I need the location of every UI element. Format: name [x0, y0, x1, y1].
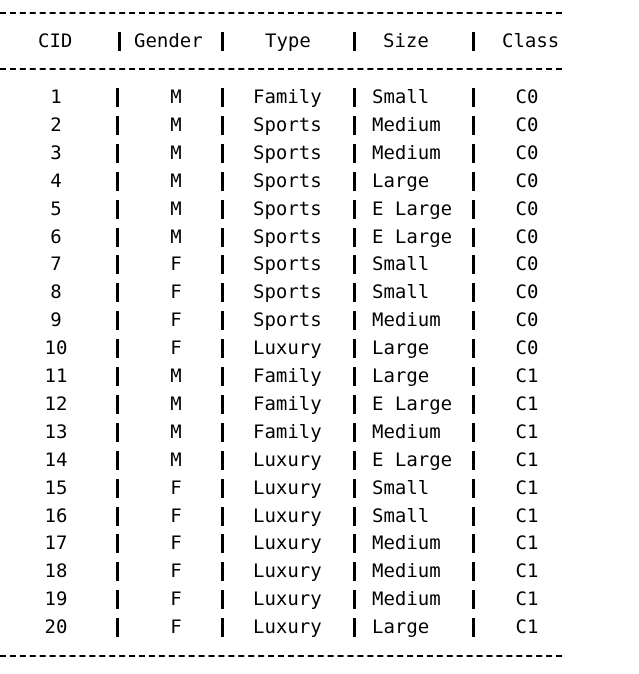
table-row [0, 613, 600, 641]
column-separator [472, 339, 475, 358]
cell-gender: F [170, 504, 182, 527]
cell-class: C1 [515, 365, 539, 387]
cell-gender: M [170, 169, 182, 192]
cell-class: C0 [515, 309, 539, 332]
table-row [0, 585, 600, 613]
cell-type: Sports [253, 197, 322, 220]
cell-gender: F [170, 532, 182, 555]
cell-size: Large [372, 616, 430, 639]
cell-class: C0 [515, 169, 539, 192]
cell-cid: 17 [44, 532, 68, 555]
cell-size: E Large [372, 225, 453, 248]
column-separator [353, 172, 356, 191]
column-separator [472, 562, 475, 581]
table-row [0, 529, 600, 557]
cell-class: C1 [515, 560, 539, 583]
column-separator [116, 423, 119, 442]
column-separator [353, 367, 356, 386]
column-separator [116, 144, 119, 163]
table-row [0, 446, 600, 474]
cell-cid: 5 [50, 197, 62, 220]
column-separator [116, 228, 119, 247]
column-separator [472, 144, 475, 163]
column-separator [353, 590, 356, 609]
table-row [0, 334, 600, 362]
column-separator [116, 590, 119, 609]
table-row [0, 418, 600, 446]
column-separator [116, 562, 119, 581]
table-header-row [0, 27, 600, 55]
cell-class: C1 [515, 392, 539, 415]
column-separator [353, 32, 356, 51]
cell-class: C0 [515, 86, 539, 108]
cell-cid: 12 [44, 392, 68, 415]
column-separator [221, 423, 224, 442]
table-row [0, 502, 600, 530]
table-row [0, 139, 600, 167]
cell-gender: F [170, 588, 182, 611]
cell-gender: M [170, 113, 182, 136]
cell-cid: 9 [50, 309, 62, 332]
column-separator [353, 88, 356, 107]
column-separator [116, 172, 119, 191]
column-separator [472, 200, 475, 219]
cell-size: Large [372, 365, 430, 387]
cell-size: E Large [372, 448, 453, 471]
column-separator [116, 618, 119, 637]
column-separator [116, 451, 119, 470]
cell-cid: 1 [50, 86, 62, 108]
cell-size: Medium [372, 113, 441, 136]
cell-gender: M [170, 141, 182, 164]
cell-cid: 16 [44, 504, 68, 527]
cell-size: Medium [372, 560, 441, 583]
cell-cid: 2 [50, 113, 62, 136]
column-separator [472, 283, 475, 302]
column-separator [353, 144, 356, 163]
cell-class: C0 [515, 197, 539, 220]
column-separator [221, 395, 224, 414]
cell-type: Family [253, 392, 322, 415]
cell-type: Luxury [253, 616, 322, 639]
cell-size: Small [372, 86, 430, 108]
column-separator [116, 507, 119, 526]
cell-cid: 13 [44, 420, 68, 443]
column-separator [221, 618, 224, 637]
column-separator [221, 255, 224, 274]
column-separator [118, 32, 121, 51]
table-row [0, 278, 600, 306]
column-separator [221, 144, 224, 163]
cell-class: C0 [515, 141, 539, 164]
cell-size: Small [372, 253, 430, 276]
column-separator [353, 507, 356, 526]
cell-type: Sports [253, 141, 322, 164]
table-row [0, 557, 600, 585]
column-separator [221, 311, 224, 330]
column-separator [472, 32, 475, 51]
column-separator [221, 451, 224, 470]
cell-size: E Large [372, 197, 453, 220]
column-separator [472, 479, 475, 498]
table-row [0, 111, 600, 139]
column-separator [472, 534, 475, 553]
column-separator [116, 534, 119, 553]
table-row [0, 474, 600, 502]
cell-cid: 6 [50, 225, 62, 248]
cell-gender: F [170, 337, 182, 360]
cell-gender: M [170, 392, 182, 415]
cell-type: Sports [253, 113, 322, 136]
table-row [0, 167, 600, 195]
cell-size: Small [372, 504, 430, 527]
cell-cid: 20 [44, 616, 68, 639]
column-separator [472, 255, 475, 274]
cell-cid: 19 [44, 588, 68, 611]
cell-gender: M [170, 197, 182, 220]
cell-type: Sports [253, 225, 322, 248]
cell-class: C1 [515, 588, 539, 611]
column-separator [221, 562, 224, 581]
cell-cid: 7 [50, 253, 62, 276]
column-separator [353, 228, 356, 247]
cell-gender: F [170, 476, 182, 499]
column-separator [221, 590, 224, 609]
column-separator [472, 116, 475, 135]
column-separator [353, 200, 356, 219]
cell-type: Luxury [253, 532, 322, 555]
column-separator [116, 367, 119, 386]
table-row [0, 83, 600, 111]
header-cid: CID [38, 30, 73, 52]
cell-size: Small [372, 281, 430, 304]
cell-class: C0 [515, 225, 539, 248]
cell-cid: 15 [44, 476, 68, 499]
cell-gender: M [170, 86, 182, 108]
cell-gender: F [170, 560, 182, 583]
cell-class: C1 [515, 420, 539, 443]
cell-class: C0 [515, 253, 539, 276]
column-separator [472, 507, 475, 526]
cell-cid: 18 [44, 560, 68, 583]
column-separator [116, 339, 119, 358]
cell-cid: 4 [50, 169, 62, 192]
column-separator [353, 534, 356, 553]
column-separator [472, 172, 475, 191]
column-separator [353, 451, 356, 470]
column-separator [116, 255, 119, 274]
cell-type: Family [253, 420, 322, 443]
column-separator [353, 423, 356, 442]
column-separator [221, 172, 224, 191]
column-separator [353, 283, 356, 302]
cell-gender: M [170, 448, 182, 471]
table-row [0, 362, 600, 390]
cell-type: Sports [253, 169, 322, 192]
header-dashed-rule [0, 68, 562, 70]
bottom-dashed-rule [0, 655, 562, 657]
column-separator [116, 395, 119, 414]
cell-class: C0 [515, 113, 539, 136]
cell-class: C1 [515, 476, 539, 499]
cell-type: Luxury [253, 504, 322, 527]
cell-cid: 8 [50, 281, 62, 304]
cell-size: Medium [372, 532, 441, 555]
cell-type: Sports [253, 253, 322, 276]
cell-gender: F [170, 281, 182, 304]
column-separator [221, 200, 224, 219]
column-separator [353, 255, 356, 274]
column-separator [353, 618, 356, 637]
column-separator [221, 367, 224, 386]
column-separator [221, 116, 224, 135]
cell-cid: 11 [44, 365, 68, 387]
cell-class: C0 [515, 337, 539, 360]
cell-gender: M [170, 365, 182, 387]
column-separator [472, 423, 475, 442]
cell-class: C1 [515, 532, 539, 555]
column-separator [116, 200, 119, 219]
cell-size: Large [372, 337, 430, 360]
column-separator [221, 479, 224, 498]
cell-type: Sports [253, 309, 322, 332]
cell-class: C1 [515, 504, 539, 527]
cell-gender: M [170, 420, 182, 443]
column-separator [472, 228, 475, 247]
cell-class: C1 [515, 616, 539, 639]
column-separator [221, 228, 224, 247]
table-row [0, 306, 600, 334]
top-dashed-rule [0, 12, 562, 14]
cell-gender: F [170, 253, 182, 276]
column-separator [353, 479, 356, 498]
column-separator [221, 534, 224, 553]
header-class: Class [502, 30, 560, 52]
cell-size: Medium [372, 141, 441, 164]
cell-class: C0 [515, 281, 539, 304]
cell-type: Family [253, 365, 322, 387]
cell-type: Luxury [253, 588, 322, 611]
table-row [0, 195, 600, 223]
cell-type: Luxury [253, 448, 322, 471]
column-separator [116, 311, 119, 330]
cell-class: C1 [515, 448, 539, 471]
cell-size: E Large [372, 392, 453, 415]
cell-cid: 10 [44, 337, 68, 360]
header-gender: Gender [134, 30, 203, 52]
cell-size: Large [372, 169, 430, 192]
column-separator [116, 88, 119, 107]
column-separator [116, 116, 119, 135]
cell-size: Medium [372, 588, 441, 611]
column-separator [353, 562, 356, 581]
column-separator [116, 479, 119, 498]
column-separator [472, 618, 475, 637]
table-row [0, 250, 600, 278]
cell-gender: F [170, 309, 182, 332]
cell-cid: 3 [50, 141, 62, 164]
column-separator [116, 283, 119, 302]
cell-cid: 14 [44, 448, 68, 471]
table-row [0, 390, 600, 418]
column-separator [221, 32, 224, 51]
cell-type: Luxury [253, 476, 322, 499]
column-separator [472, 590, 475, 609]
cell-gender: M [170, 225, 182, 248]
column-separator [221, 283, 224, 302]
column-separator [353, 116, 356, 135]
cell-type: Family [253, 86, 322, 108]
column-separator [472, 367, 475, 386]
header-type: Type [265, 30, 311, 52]
column-separator [221, 88, 224, 107]
column-separator [472, 451, 475, 470]
cell-size: Medium [372, 420, 441, 443]
cell-size: Medium [372, 309, 441, 332]
column-separator [353, 311, 356, 330]
column-separator [472, 311, 475, 330]
column-separator [353, 395, 356, 414]
cell-type: Luxury [253, 337, 322, 360]
column-separator [221, 507, 224, 526]
cell-type: Sports [253, 281, 322, 304]
cell-type: Luxury [253, 560, 322, 583]
column-separator [353, 339, 356, 358]
cell-size: Small [372, 476, 430, 499]
table-row [0, 223, 600, 251]
cell-gender: F [170, 616, 182, 639]
column-separator [472, 395, 475, 414]
column-separator [472, 88, 475, 107]
column-separator [221, 339, 224, 358]
header-size: Size [383, 30, 429, 52]
